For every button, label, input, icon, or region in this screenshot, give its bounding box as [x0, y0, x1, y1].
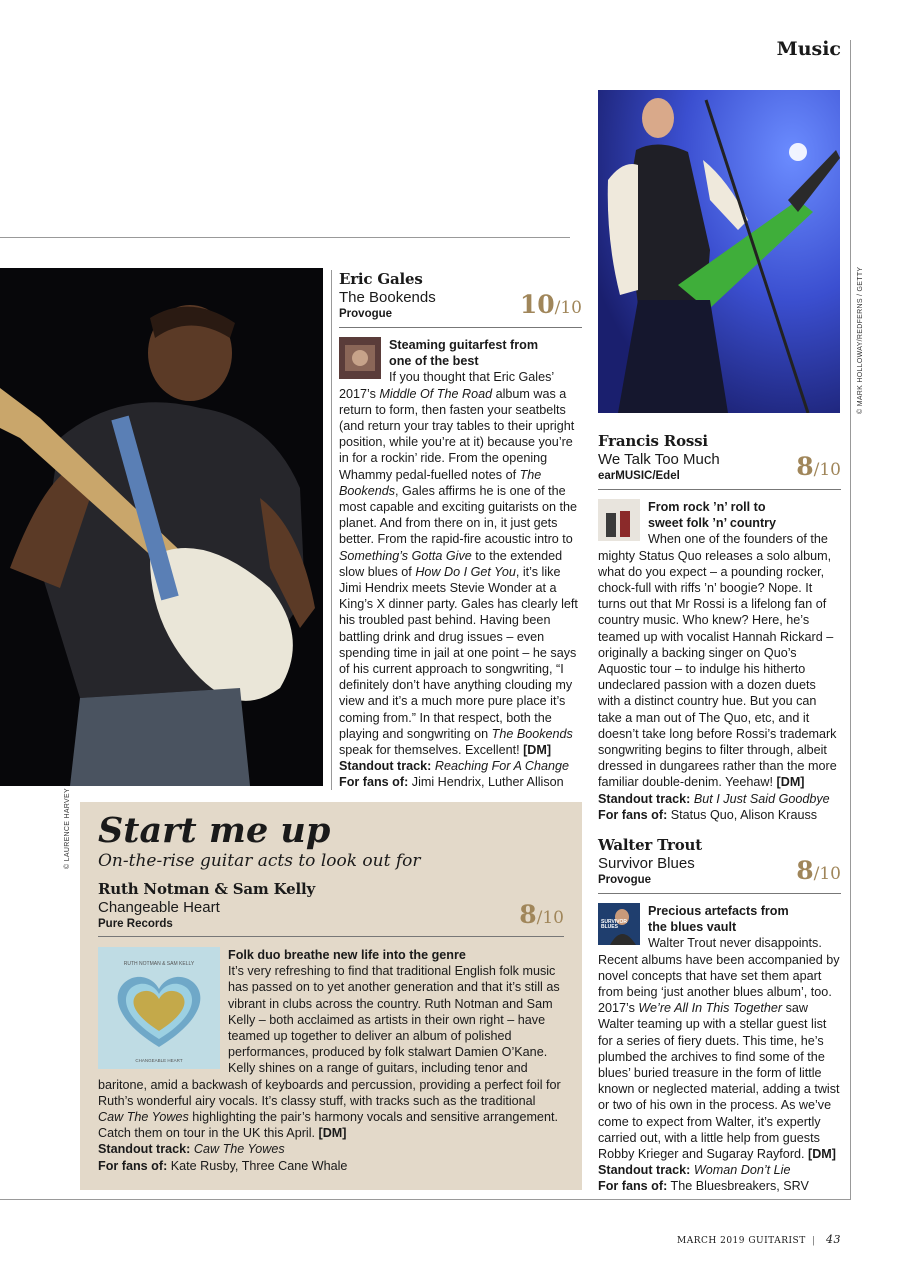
- fans-of: Jimi Hendrix, Luther Allison: [411, 775, 564, 790]
- fans-label: For fans of:: [598, 807, 668, 822]
- body-text: saw Walter teaming up with a stellar guest list for a series of fiery duets. This time, he’s plumbed the archives to find some of the blues’ buried treasure in the form of little known or neglected material, adding a twist or two of his own in the process. As we’ve come to expect from Walter, it’s expertly carried out, with a little help from guests Robby Krieger and Sugaray Rayford.: [598, 1001, 840, 1162]
- body-text: , it’s like Jimi Hendrix meets Stevie Wonder at a King’s X dinner party. Gales has clearly left his troubled past behind. Having been battling drink and drug issues – even spending time in jail at one point – he says of his current approach to songwriting, “I definitely don’t have anything clouding my view and it’s a much more pure place it’s coming from.” In that respect, both the playing and songwriting on: [339, 564, 578, 741]
- album-cover-we-talk-too-much: [598, 499, 640, 541]
- fans-of: The Bluesbreakers, SRV: [670, 1179, 809, 1194]
- album-ref: We’re All In This Together: [638, 1001, 783, 1016]
- standout-label: Standout track:: [598, 1163, 691, 1178]
- review-headline: Folk duo breathe new life into the genre: [228, 948, 466, 962]
- column-rule: [331, 270, 332, 790]
- fans-label: For fans of:: [339, 775, 409, 790]
- standout-track: Reaching For A Change: [434, 759, 570, 774]
- cover-artist: RUTH NOTMAN & SAM KELLY: [123, 961, 195, 967]
- standout-track: But I Just Said Goodbye: [693, 791, 830, 806]
- body-text: , Gales affirms he is one of the most capable and exciting guitarists on the planet. And from there on in, it just gets better. From the rapid-fire acoustic intro to: [339, 483, 578, 547]
- top-divider: [0, 237, 570, 238]
- review-rule: [598, 893, 841, 894]
- byline: [DM]: [808, 1147, 836, 1162]
- body-text: If you thought that Eric Gales’ 2017’s: [339, 370, 554, 401]
- page-number: 43: [826, 1233, 841, 1246]
- album-title: Changeable Heart: [98, 899, 220, 916]
- box-title: Start me up: [98, 810, 331, 851]
- record-label: Provogue: [598, 874, 652, 886]
- review-headline: Steaming guitarfest from one of the best: [389, 338, 539, 369]
- album-cover-the-bookends: [339, 337, 381, 379]
- artist-name: Ruth Notman & Sam Kelly: [98, 880, 315, 898]
- photo-credit-rossi: © MARK HOLLOWAY/REDFERNS / GETTY: [857, 266, 864, 414]
- body-text: It’s very refreshing to find that traditional English folk music has passed on to yet another generation and that it’s still as vibrant in clubs across the country. Ruth Notman and Sam Kelly – both acclaimed as artists in their own right – have teamed up together to deliver an album of polished performances, produced by folk stalwart Damien O’Kane. Kelly shines on a range of guitars, including tenor and baritone, amid a backwash of keyboards and percussion, providing a perfect foil for Ruth’s wonderful airy vocals. It’s classy stuff, with tracks such as the traditional: [98, 964, 561, 1108]
- fans-of: Kate Rusby, Three Cane Whale: [170, 1158, 348, 1173]
- byline: [DM]: [318, 1126, 347, 1141]
- album-cover-changeable-heart: [98, 947, 220, 1069]
- photo-credit-gales: © LAURENCE HARVEY: [64, 788, 71, 869]
- review-rule: [98, 936, 564, 937]
- artist-name: Francis Rossi: [598, 432, 708, 450]
- page-footer: [677, 1233, 841, 1246]
- fans-of: Status Quo, Alison Krauss: [670, 807, 818, 822]
- box-subtitle: On-the-rise guitar acts to look out for: [98, 851, 421, 871]
- review-rule: [339, 327, 582, 328]
- standout-track: Woman Don’t Lie: [693, 1163, 791, 1178]
- body-text: Walter Trout never disappoints. Recent albums have been accompanied by novel concepts that have set them apart from being ‘just another blues album’, too. 2017’s: [598, 936, 840, 1016]
- review-body: [339, 337, 582, 791]
- body-text: When one of the founders of the mighty Status Quo releases a solo album, what do you expect – a pounding rocker, chock-full with riffs ’n’ boogie? Nope. It turns out that Mr Rossi is a lifelong fan of country music. Who knew? Here, he’s teamed up with vocalist Hannah Rickard – originally a backing singer on Quo’s Aquostic tour – to indulge his hitherto undeclared passion with a dozen duets with a distinct country hue. But you can take a man out of The Quo, etc, and it doesn’t take long before Rossi’s trademark songwriting begins to filter through, albeit dressed in dungarees rather than the more familiar double-denim. Yeehaw!: [598, 532, 837, 790]
- standout-label: Standout track:: [98, 1142, 191, 1157]
- review-eric-gales: [339, 270, 582, 791]
- review-score: 8/10: [796, 856, 841, 885]
- byline: [DM]: [523, 743, 552, 758]
- artist-name: Walter Trout: [598, 836, 702, 854]
- album-ref: Middle Of The Road: [379, 386, 493, 401]
- album-ref: The Bookends: [491, 726, 573, 741]
- record-label: Pure Records: [98, 918, 173, 930]
- review-headline: Precious artefacts from the blues vault: [648, 904, 789, 935]
- review-rule: [598, 489, 841, 490]
- vertical-column-rule: [850, 40, 851, 1200]
- issue-info: MARCH 2019 GUITARIST: [677, 1236, 806, 1246]
- fans-label: For fans of:: [98, 1158, 168, 1173]
- start-me-up-box: [80, 802, 582, 1190]
- byline: [DM]: [776, 775, 805, 790]
- bottom-divider: [0, 1199, 851, 1200]
- eric-gales-photo: [0, 268, 323, 786]
- album-title: The Bookends: [339, 289, 436, 306]
- record-label: Provogue: [339, 308, 393, 320]
- review-body: [598, 499, 841, 823]
- body-text: album was a return to form, then fasten your seatbelts (and return your tray tables to their upright position, while you’re at it) because you’re in for a rockin’ ride. From the opening Whammy pedal-fuelled notes of: [339, 386, 575, 482]
- footer-separator: |: [812, 1236, 816, 1246]
- fans-label: For fans of:: [598, 1179, 668, 1194]
- cover-title: SURVIVOR BLUES: [601, 919, 628, 930]
- francis-rossi-photo: [598, 90, 840, 413]
- standout-label: Standout track:: [339, 759, 432, 774]
- body-text: to the extended slow blues of: [339, 548, 563, 579]
- album-title: Survivor Blues: [598, 855, 695, 872]
- body-text: speak for themselves. Excellent!: [339, 743, 524, 758]
- review-body: [598, 903, 841, 1195]
- review-walter-trout: [598, 836, 841, 1195]
- track-ref: How Do I Get You: [415, 564, 516, 579]
- review-headline: From rock ’n’ roll to sweet folk ’n’ country: [648, 500, 777, 531]
- review-body: [98, 947, 564, 1174]
- standout-label: Standout track:: [598, 791, 691, 806]
- section-label: Music: [776, 38, 841, 60]
- track-ref: Something’s Gotta Give: [339, 548, 472, 563]
- album-cover-survivor-blues: [598, 903, 640, 945]
- artist-name: Eric Gales: [339, 270, 423, 288]
- track-ref: Caw The Yowes: [98, 1110, 189, 1125]
- album-ref: The Bookends: [339, 467, 542, 498]
- review-score: 10/10: [519, 290, 582, 319]
- review-score: 8/10: [519, 900, 564, 929]
- album-title: We Talk Too Much: [598, 451, 720, 468]
- body-text: highlighting the pair’s harmony vocals and sensitive arrangement. Catch them on tour in the UK this April.: [98, 1110, 558, 1141]
- cover-title: CHANGEABLE HEART: [135, 1058, 183, 1063]
- review-francis-rossi: [598, 432, 841, 823]
- review-score: 8/10: [796, 452, 841, 481]
- record-label: earMUSIC/Edel: [598, 470, 680, 482]
- standout-track: Caw The Yowes: [193, 1142, 285, 1157]
